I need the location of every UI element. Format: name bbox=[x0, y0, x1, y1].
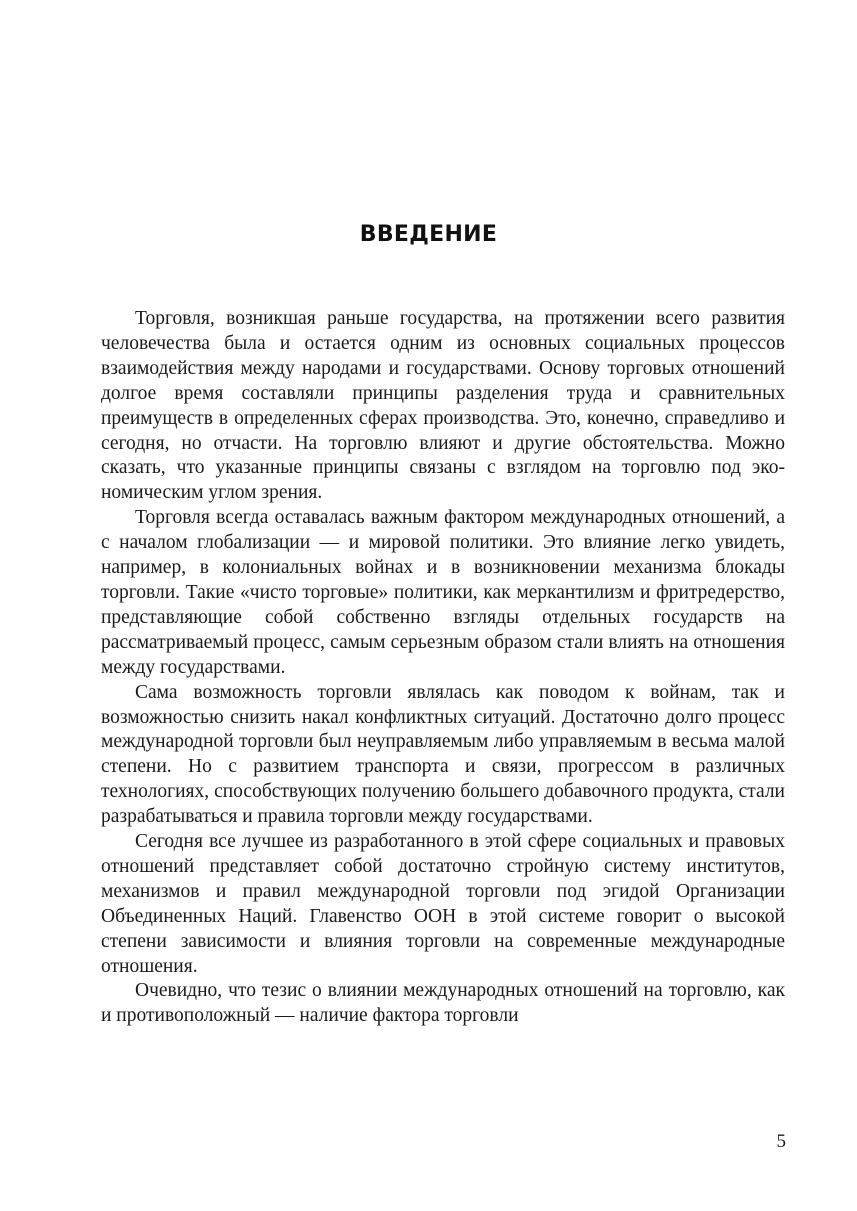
paragraph: Торговля, возникшая раньше государства, на протяжении всего развития человечества была и остается одним из основных социальных процессов взаимодействия между народами и государствами. Основу торговых отношений долгое время составляли принципы разделения труда и сравнительных преимуществ в определенных сферах производства. Это, конечно, справедливо и сегодня, но отчасти. На торговлю влияют и другие обстоятельства. Можно сказать, что указанные принципы связаны с взглядом на торговлю под экономическим углом зрения. bbox=[101, 308, 785, 504]
paragraph: Сегодня все лучшее из разработанного в этой сфере социальных и правовых отношений представляет собой достаточно стройную систему институтов, механизмов и правил международной торговли под эгидой Организации Объединенных Наций. Главенство ООН в этой системе говорит о высокой степени зависимости и влияния торговли на современные международные отношения. bbox=[101, 831, 785, 977]
paragraph: Торговля всегда оставалась важным фактором международных отношений, а с началом глобализации — и мировой политики. Это влияние легко увидеть, например, в колониальных войнах и в возникновении механизма блокады торговли. Такие «чисто торговые» политики, как меркантилизм и фритредерство, представляющие собой собственно взгляды отдельных государств на рассматриваемый процесс, самым серьезным образом стали влиять на отношения между государствами. bbox=[101, 507, 785, 678]
page-number: 5 bbox=[776, 1131, 786, 1152]
paragraph: Сама возможность торговли являлась как поводом к войнам, так и возможностью снизить накал конфликтных ситуаций. Достаточно долго процесс международной торговли был неуправляемым либо управляемым в весьма малой степени. Но с развитием транспорта и связи, прогрессом в различных технологиях, способствующих получению большего добавочного продукта, стали разрабатываться и правила торговли между государствами. bbox=[101, 681, 785, 828]
body-text bbox=[101, 307, 785, 1029]
page-title: ВВЕДЕНИЕ bbox=[359, 222, 498, 247]
paragraph: Очевидно, что тезис о влиянии международных отношений на торговлю, как и противоположный — наличие фактора торговли bbox=[101, 980, 785, 1027]
